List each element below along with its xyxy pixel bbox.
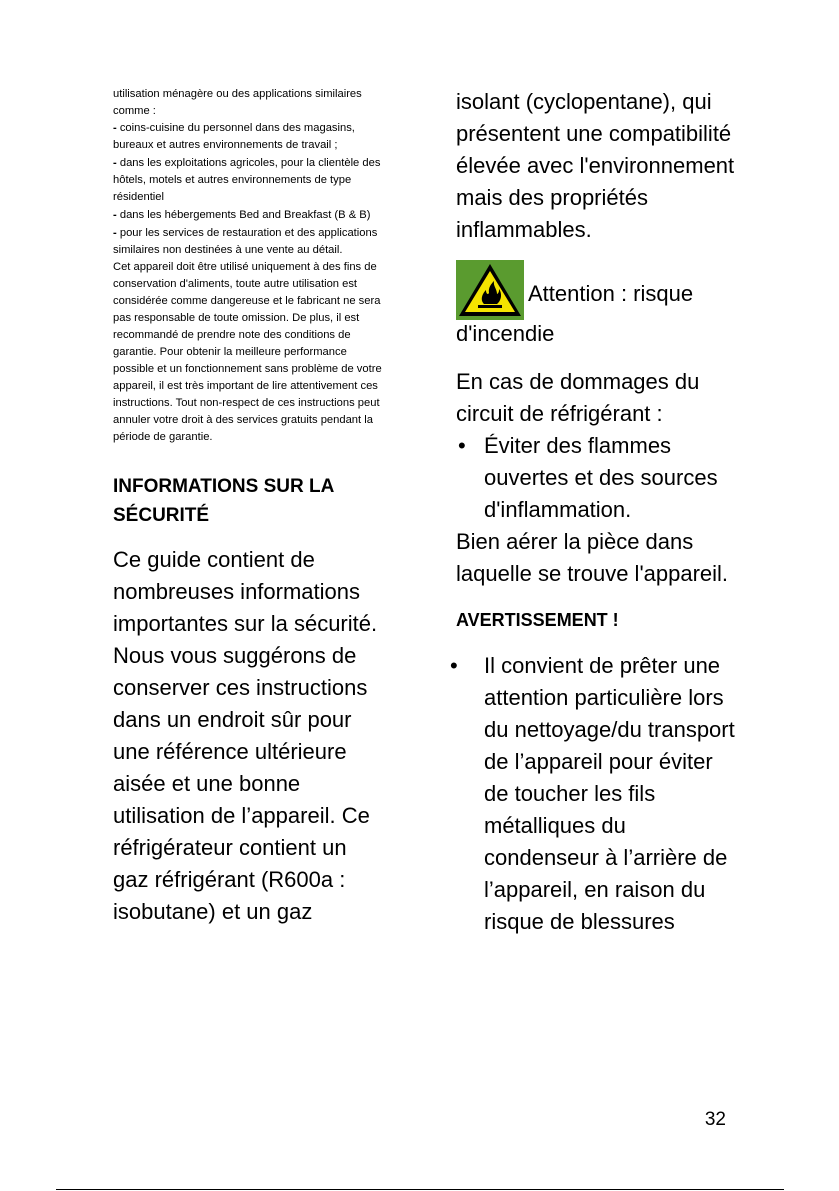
usage-item-text: coins-cuisine du personnel dans des magasins, bureaux et autres environnements de travail ; <box>113 122 355 151</box>
warning-list <box>450 650 736 938</box>
usage-intro: utilisation ménagère ou des applications similaires comme : <box>113 88 362 117</box>
usage-item <box>113 207 385 224</box>
usage-item <box>113 155 385 206</box>
usage-item-dash: - <box>113 157 117 169</box>
bullet-icon: • <box>458 433 466 458</box>
ventilate-text: Bien aérer la pièce dans laquelle se trouve l'appareil. <box>456 529 729 586</box>
warning-bullet-text: Il convient de prêter une attention particulière lors du nettoyage/du transport de l’appareil pour éviter de toucher les fils métalliques du condenseur à l’arrière de l’appareil, en raison du risque de blessures <box>484 653 735 934</box>
damage-intro: En cas de dommages du circuit de réfrigérant : <box>456 369 700 426</box>
flammable-warning-icon <box>456 260 524 320</box>
usage-item <box>113 225 385 259</box>
damage-bullet-text: Éviter des flammes ouvertes et des sources d'inflammation. <box>484 433 718 522</box>
left-column <box>113 86 385 928</box>
usage-item-dash: - <box>113 122 117 134</box>
usage-item-text: dans les hébergements Bed and Breakfast (B & B) <box>116 209 371 221</box>
page-number: 32 <box>704 1109 726 1130</box>
usage-item <box>113 120 385 154</box>
bullet-icon: • <box>450 653 458 678</box>
insulation-continuation: isolant (cyclopentane), qui présentent une compatibilité élevée avec l'environnement mais des propriétés inflammables. <box>456 89 735 242</box>
fire-warning <box>456 266 736 304</box>
safety-body: Ce guide contient de nombreuses informations importantes sur la sécurité. Nous vous suggérons de conserver ces instructions dans un endroit sûr pour une référence ultérieure aisée et une bonne utilisation de l’appareil. Ce réfrigérateur contient un gaz réfrigérant (R600a : isobutane) et un gaz <box>113 547 378 924</box>
damage-list <box>456 430 736 526</box>
list-item <box>450 650 736 938</box>
footer-divider <box>56 1189 784 1190</box>
usage-item-text: pour les services de restauration et des applications similaires non destinées à une vente au détail. <box>113 227 378 256</box>
usage-notice: Cet appareil doit être utilisé uniquement à des fins de conservation d'aliments, toute autre utilisation est considérée comme dangereuse et le fabricant ne sera pas responsable de toute omission. De plus, il est recommandé de prendre note des conditions de garantie. Pour obtenir la meilleure performance possible et un fonctionnement sans problème de votre appareil, il est très important de lire attentivement ces instructions. Tout non-respect de ces instructions peut annuler votre droit à des services gratuits pendant la période de garantie. <box>113 261 382 443</box>
list-item <box>456 430 736 526</box>
avertissement-heading: AVERTISSEMENT ! <box>456 610 619 630</box>
fire-warning-line2: d'incendie <box>456 321 555 346</box>
safety-heading: INFORMATIONS SUR LA SÉCURITÉ <box>113 476 334 526</box>
right-column <box>450 86 736 938</box>
fire-warning-line1: Attention : risque <box>528 281 694 306</box>
usage-item-text: dans les exploitations agricoles, pour la clientèle des hôtels, motels et autres environnements de type résidentiel <box>113 157 381 203</box>
usage-item-dash: - <box>113 227 117 239</box>
usage-item-dash: - <box>113 209 117 221</box>
